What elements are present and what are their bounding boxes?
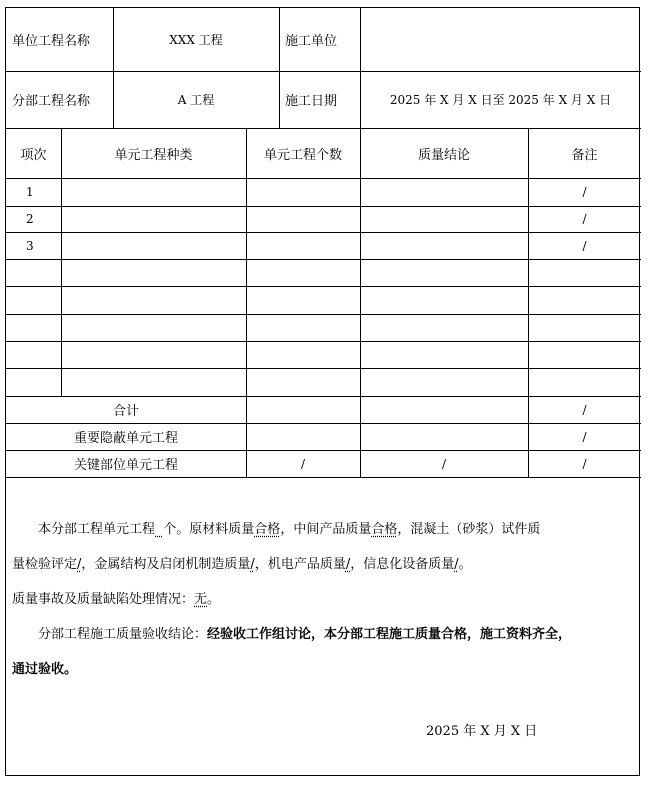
unit-project-label: 单位工程名称 bbox=[12, 34, 91, 49]
narrative-text: ，机电产品质量 bbox=[254, 557, 346, 572]
narrative-text: 。 bbox=[458, 557, 472, 572]
total-remark: / bbox=[582, 402, 587, 417]
col-divider bbox=[360, 128, 361, 477]
key-units-remark: / bbox=[582, 456, 587, 471]
it-equipment-value: / bbox=[454, 557, 459, 572]
sub-project-value: A 工程 bbox=[177, 93, 215, 107]
narrative-text: 个。原材料质量 bbox=[163, 522, 255, 537]
metal-structure-value: / bbox=[250, 557, 255, 572]
narrative-text: 量检验评定 bbox=[12, 557, 78, 572]
col-header-unit-count: 单元工程个数 bbox=[263, 147, 342, 163]
total-label: 合计 bbox=[112, 404, 139, 419]
electromechanical-value: / bbox=[345, 557, 351, 572]
col-divider bbox=[246, 128, 247, 477]
row-divider bbox=[6, 341, 641, 342]
row-remark: / bbox=[582, 185, 587, 199]
construction-date-label: 施工日期 bbox=[285, 94, 338, 109]
unit-project-value: XXX 工程 bbox=[169, 33, 223, 47]
key-units-conclusion: / bbox=[441, 456, 447, 471]
narrative-text: ，信息化设备质量 bbox=[350, 557, 455, 572]
hidden-units-label: 重要隐蔽单元工程 bbox=[73, 431, 178, 446]
row-number: 3 bbox=[26, 238, 34, 253]
conclusion-text: 经验收工作组讨论，本分部工程施工质量合格，施工资料齐全， bbox=[207, 627, 572, 642]
narrative-text: 质量事故及质量缺陷处理情况： bbox=[12, 592, 195, 607]
conclusion-text-end: 通过验收。 bbox=[12, 662, 78, 677]
narrative-text: ，中间产品质量 bbox=[280, 522, 372, 537]
narrative-line bbox=[12, 547, 636, 582]
col-header-remark: 备注 bbox=[571, 147, 598, 163]
contractor-label: 施工单位 bbox=[285, 34, 338, 49]
row-divider bbox=[6, 477, 641, 478]
row-remark: / bbox=[582, 238, 587, 253]
conclusion-label: 分部工程施工质量验收结论： bbox=[38, 627, 208, 642]
key-units-label: 关键部位单元工程 bbox=[73, 458, 178, 473]
concrete-test-value: / bbox=[77, 557, 82, 572]
row-number: 1 bbox=[26, 185, 34, 199]
acceptance-form bbox=[5, 7, 640, 776]
construction-date-value: 2025 年 X 月 X 日至 2025 年 X 月 X 日 bbox=[389, 93, 612, 107]
col-header-item-no: 项次 bbox=[20, 147, 47, 163]
narrative-line bbox=[12, 512, 636, 547]
intermediate-quality-value: 合格 bbox=[371, 522, 398, 537]
contractor-value bbox=[360, 8, 641, 71]
row-divider bbox=[6, 368, 641, 369]
narrative-line bbox=[12, 617, 636, 652]
col-header-unit-type: 单元工程种类 bbox=[114, 147, 193, 163]
col-header-quality-conclusion: 质量结论 bbox=[417, 147, 470, 163]
row-divider bbox=[6, 286, 641, 287]
narrative-text: ，混凝土（砂浆）试件质 bbox=[397, 522, 541, 537]
acceptance-narrative bbox=[12, 512, 636, 687]
key-units-count: / bbox=[300, 456, 306, 471]
hidden-units-remark: / bbox=[582, 429, 587, 444]
narrative-text: 。 bbox=[207, 592, 221, 607]
row-remark: / bbox=[582, 212, 587, 226]
sign-date: 2025 年 X 月 X 日 bbox=[426, 724, 538, 739]
narrative-text: ，金属结构及启闭机制造质量 bbox=[81, 557, 251, 572]
narrative-line bbox=[12, 582, 636, 617]
material-quality-value: 合格 bbox=[254, 522, 281, 537]
row-divider bbox=[6, 259, 641, 260]
row-number: 2 bbox=[26, 212, 34, 226]
narrative-text: 本分部工程单元工程 bbox=[38, 522, 156, 537]
defect-handling-value: 无 bbox=[194, 592, 208, 607]
row-divider bbox=[6, 314, 641, 315]
sub-project-label: 分部工程名称 bbox=[12, 94, 91, 109]
